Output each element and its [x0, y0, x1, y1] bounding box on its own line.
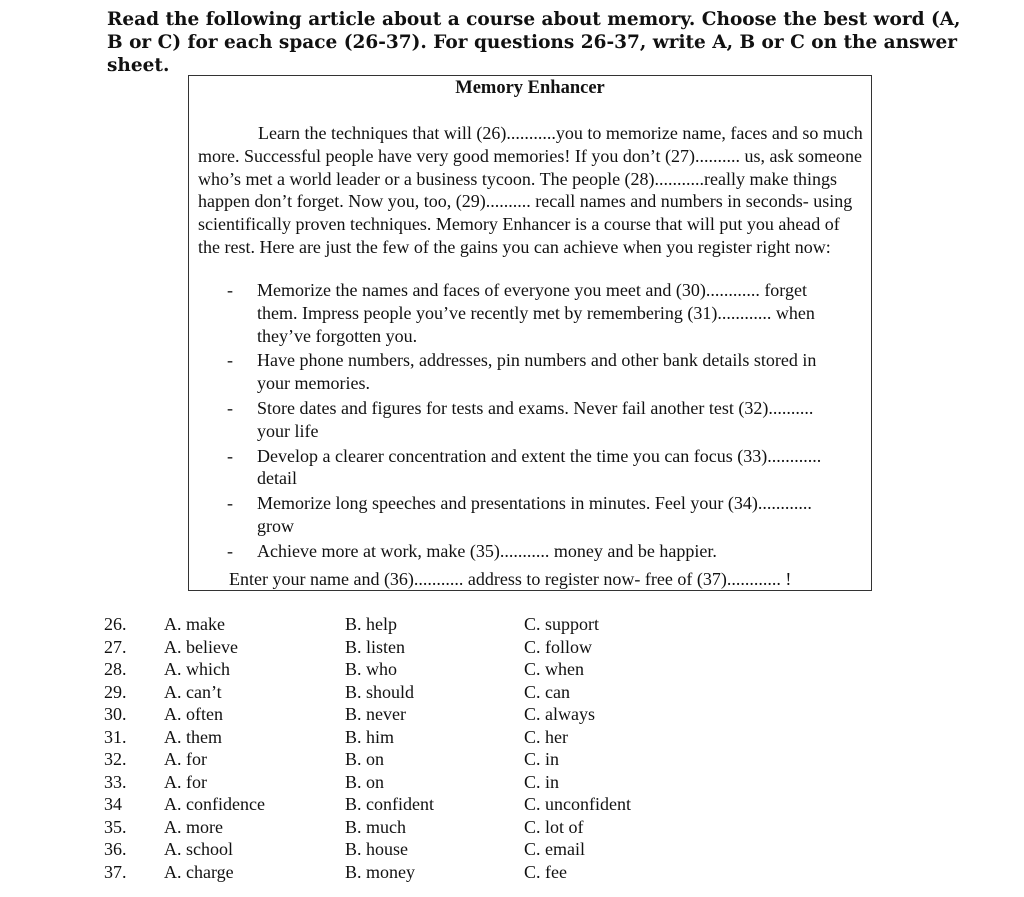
option-c: C. lot of: [524, 816, 584, 837]
list-item-text: Achieve more at work, make (35)........... money and be happier.: [257, 540, 717, 561]
option-c: C. her: [524, 726, 568, 747]
table-row: [104, 681, 724, 704]
table-row: [104, 748, 724, 771]
question-number: 37.: [104, 861, 127, 882]
option-a: A. for: [164, 771, 207, 792]
option-b: B. house: [345, 839, 408, 859]
question-number: 27.: [104, 636, 127, 657]
question-number: 33.: [104, 771, 127, 792]
list-item: [227, 279, 837, 347]
question-number: 28.: [104, 659, 127, 679]
bullet-dash: -: [227, 445, 233, 466]
list-item: [227, 397, 837, 443]
option-a: A. can’t: [164, 681, 222, 702]
option-a: A. them: [164, 726, 222, 747]
article-paragraph-text: Learn the techniques that will (26)...........you to memorize name, faces and so much more. Successful people have very good memories! If you don’t (27).......... us, ask someone who’s met a world leader or a business tycoon. The people (28)...........really make things happen don’t forget. Now you, too, (29).......... recall names and numbers in seconds- using scientifically proven techniques. Memory Enhancer is a course that will put you ahead of the rest. Here are just the few of the gains you can achieve when you register right now:: [198, 123, 863, 257]
bullet-dash: -: [227, 350, 233, 371]
option-b: B. him: [345, 726, 395, 747]
table-row: [104, 861, 724, 884]
list-item: [227, 492, 837, 538]
bullet-dash: -: [227, 493, 233, 514]
list-item: [227, 349, 837, 395]
table-row: [104, 838, 724, 861]
list-item-text: Memorize the names and faces of everyone you meet and (30)............ forget them. Impress people you’ve recently met by remembering (31)............ when they’ve forgotten you.: [257, 280, 815, 346]
list-item-text: Develop a clearer concentration and extent the time you can focus (33)............ detail: [257, 445, 822, 489]
table-row: [104, 613, 724, 636]
list-item-text: Store dates and figures for tests and exams. Never fail another test (32).......... your life: [257, 397, 814, 441]
table-row: [104, 726, 724, 749]
option-c: C. always: [524, 704, 595, 724]
list-item-text: Have phone numbers, addresses, pin numbers and other bank details stored in your memories.: [257, 350, 817, 394]
option-b: B. listen: [345, 636, 406, 657]
option-c: C. in: [524, 749, 560, 769]
option-c: C. follow: [524, 636, 593, 657]
article-box: [188, 75, 872, 591]
option-b: B. much: [345, 816, 406, 837]
article-title: Memory Enhancer: [455, 78, 605, 98]
option-a: A. often: [164, 704, 223, 724]
question-number: 35.: [104, 816, 127, 837]
table-row: [104, 703, 724, 726]
option-a: A. make: [164, 614, 225, 634]
gains-list: [227, 279, 837, 563]
option-a: A. school: [164, 839, 233, 859]
option-a: A. which: [164, 659, 230, 679]
question-number: 34: [104, 794, 122, 814]
option-c: C. support: [524, 614, 600, 634]
option-c: C. can: [524, 681, 570, 702]
option-c: C. when: [524, 659, 584, 679]
table-row: [104, 658, 724, 681]
table-row: [104, 816, 724, 839]
option-c: C. in: [524, 771, 560, 792]
question-number: 31.: [104, 726, 127, 747]
table-row: [104, 793, 724, 816]
option-b: B. who: [345, 659, 398, 679]
option-b: B. money: [345, 861, 415, 882]
table-row: [104, 636, 724, 659]
questions-table: [104, 613, 724, 883]
list-item: [227, 540, 837, 563]
option-b: B. help: [345, 614, 397, 634]
question-number: 29.: [104, 681, 127, 702]
list-item: [227, 445, 837, 491]
article-closing: Enter your name and (36)........... address to register now- free of (37)............ !: [229, 569, 792, 589]
option-b: B. on: [345, 771, 385, 792]
option-b: B. never: [345, 704, 406, 724]
list-item-text: Memorize long speeches and presentations in minutes. Feel your (34)............ grow: [257, 493, 812, 536]
option-a: A. charge: [164, 861, 234, 882]
option-b: B. confident: [345, 794, 434, 814]
option-c: C. fee: [524, 861, 567, 882]
question-number: 26.: [104, 614, 127, 634]
instructions: Read the following article about a course about memory. Choose the best word (A, B or C) for each space (26-37). For questions 26-37, write A, B or C on the answer sheet.: [107, 9, 961, 76]
question-number: 30.: [104, 704, 127, 724]
option-b: B. should: [345, 681, 415, 702]
option-c: C. email: [524, 839, 585, 859]
bullet-dash: -: [227, 280, 233, 300]
bullet-dash: -: [227, 540, 233, 561]
option-c: C. unconfident: [524, 794, 631, 814]
bullet-dash: -: [227, 397, 233, 418]
option-a: A. more: [164, 816, 223, 837]
table-row: [104, 771, 724, 794]
option-a: A. for: [164, 749, 207, 769]
option-a: A. believe: [164, 636, 238, 657]
question-number: 32.: [104, 749, 127, 769]
article-paragraph: [198, 122, 864, 259]
option-b: B. on: [345, 749, 385, 769]
question-number: 36.: [104, 839, 127, 859]
option-a: A. confidence: [164, 794, 265, 814]
